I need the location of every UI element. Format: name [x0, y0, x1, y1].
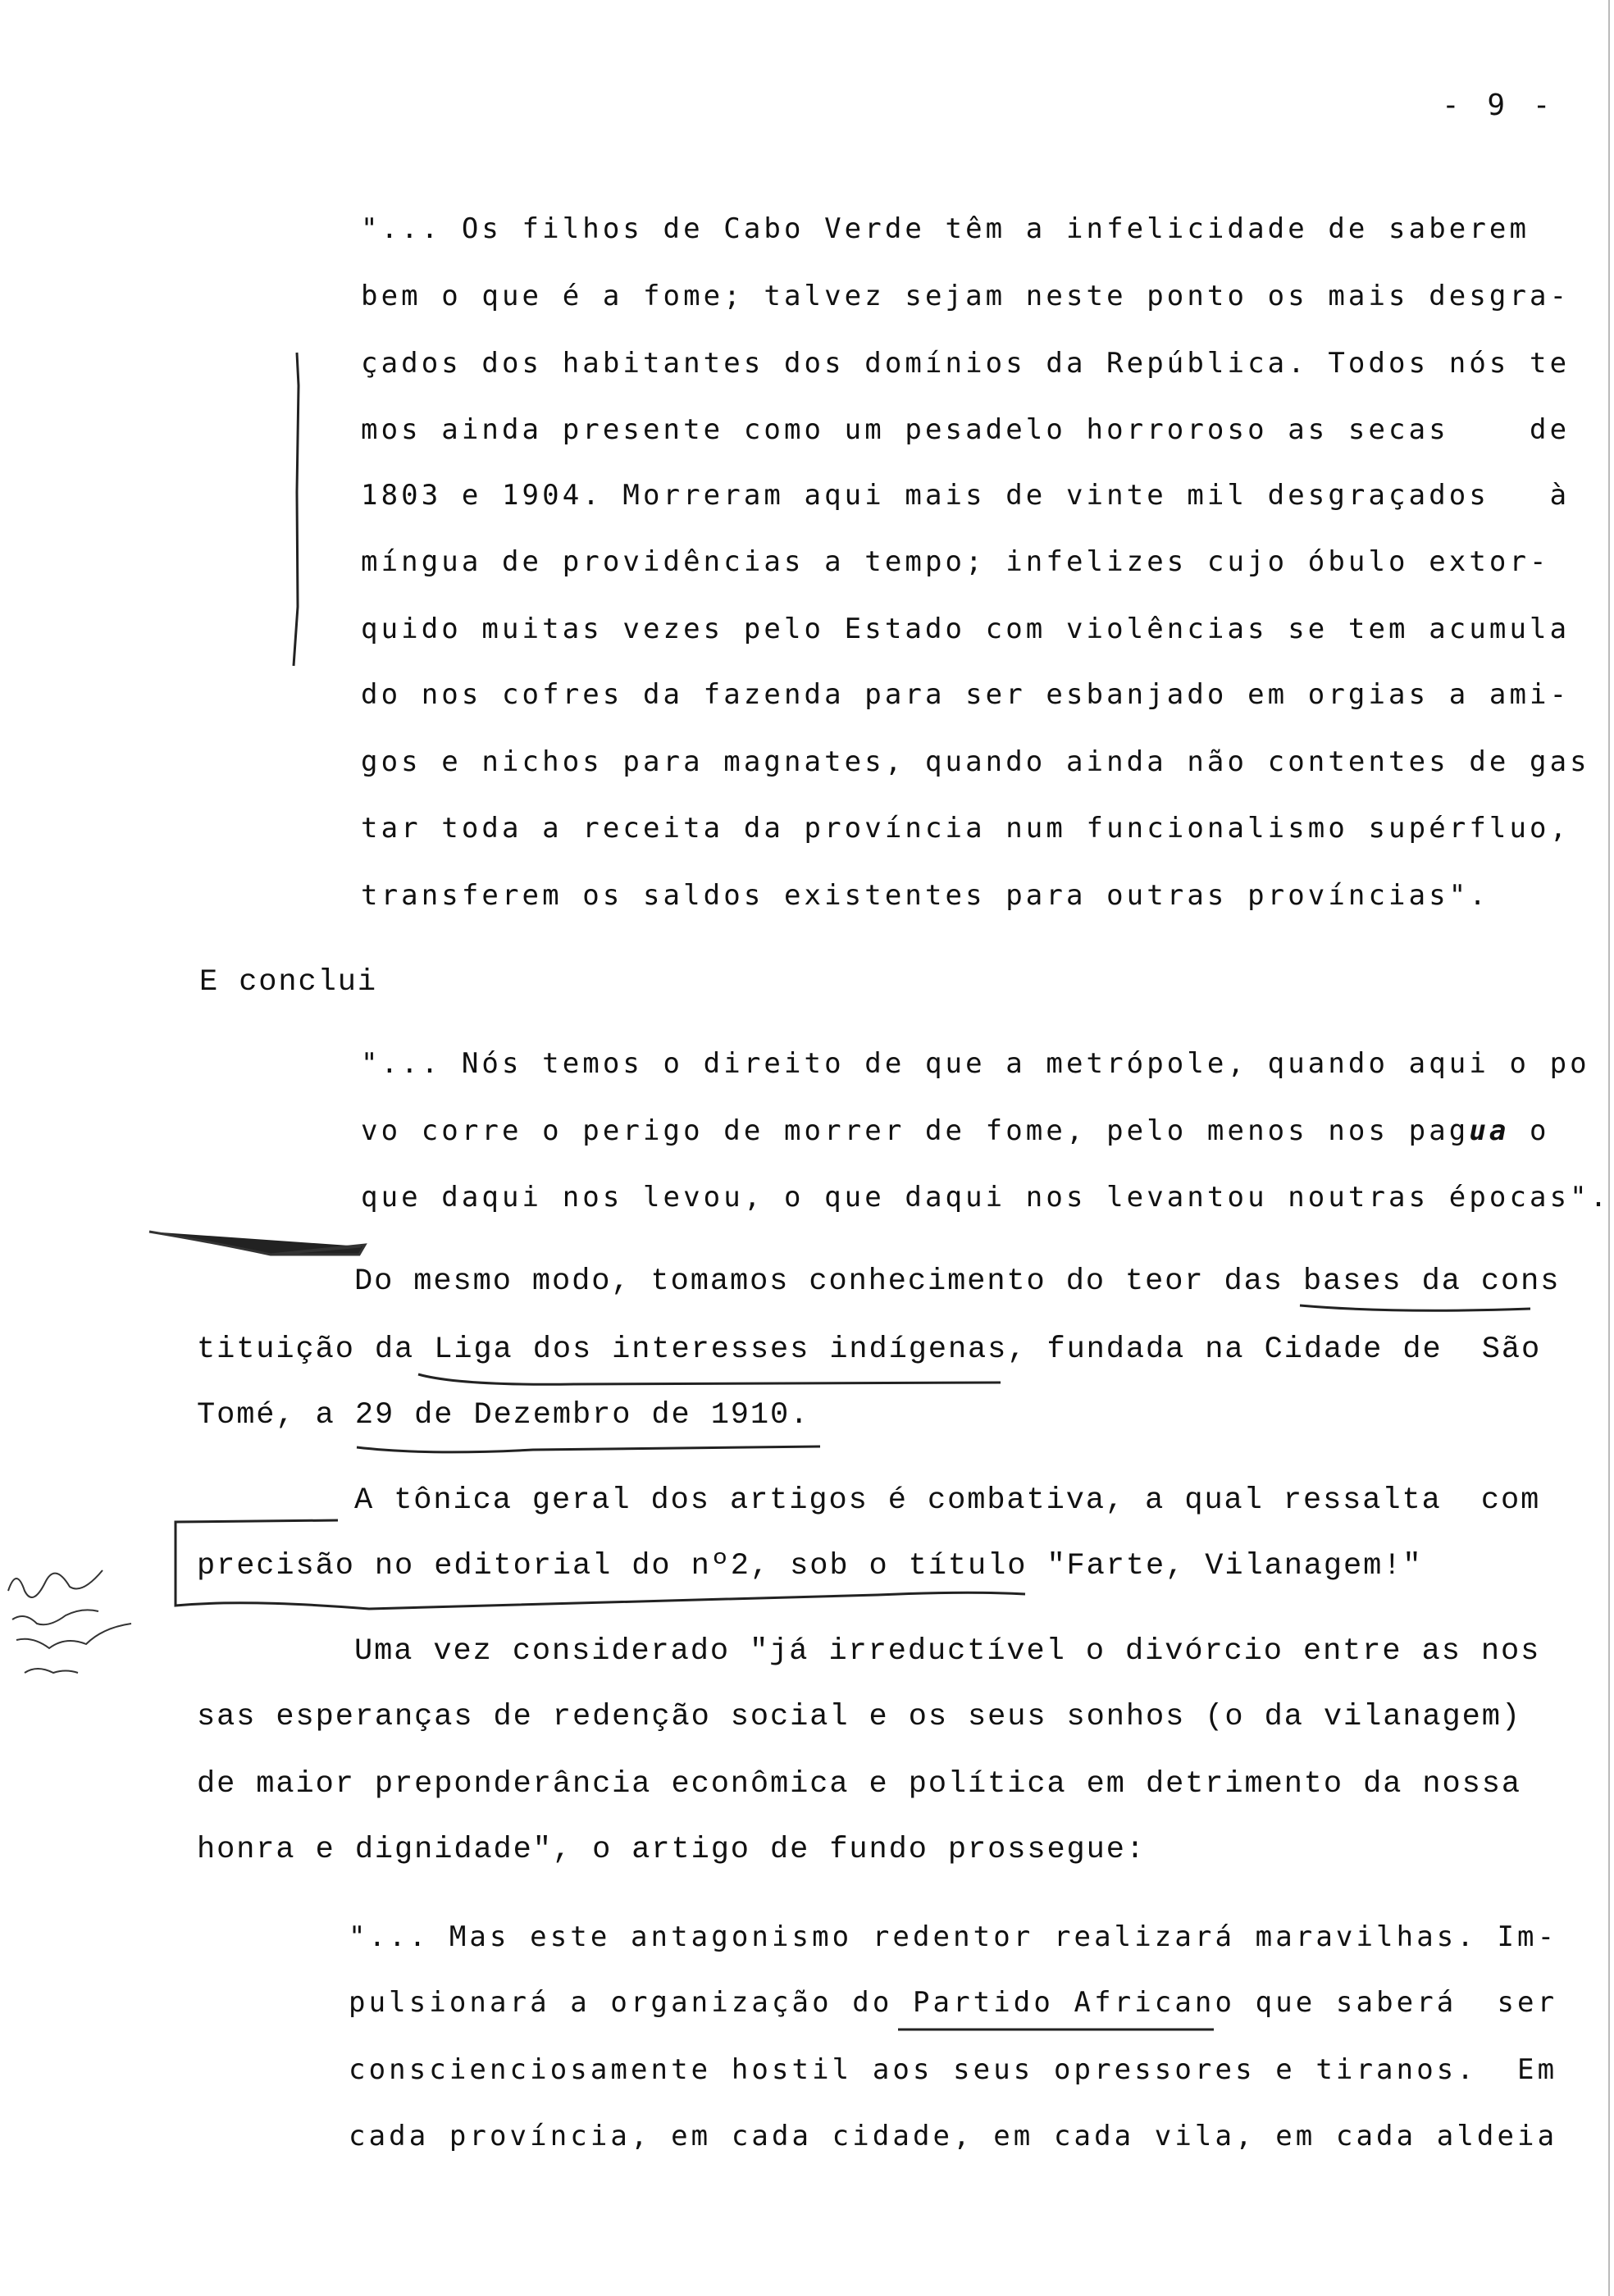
underlined-text: Partido Africano [912, 1986, 1236, 2019]
text: Tomé, a [197, 1398, 355, 1433]
page-number: - 9 - [1442, 89, 1556, 122]
quote-line: "... Os filhos de Cabo Verde têm a infelicidade de saberem [361, 212, 1530, 245]
quote-line: bem o que é a fome; talvez sejam neste ponto os mais desgra- [361, 280, 1571, 312]
underlined-text: Liga dos interesses indígenas [434, 1332, 1008, 1367]
underline-liga [418, 1374, 1001, 1384]
paragraph-line: de maior preponderância econômica e política em detrimento da nossa [197, 1767, 1521, 1802]
quote-line: gos e nichos para magnates, quando ainda não contentes de gas [361, 745, 1590, 778]
quote-line: transferem os saldos existentes para outras províncias". [361, 879, 1489, 912]
quote-line: do nos cofres da fazenda para ser esbanjado em orgias a ami- [361, 678, 1571, 711]
quote-line: "... Nós temos o direito de que a metrópole, quando aqui o po [361, 1047, 1590, 1080]
quote-line: çados dos habitantes dos domínios da República. Todos nós te [361, 347, 1571, 380]
margin-vertical-line [294, 353, 299, 666]
quote-line: mos ainda presente como um pesadelo horroroso as secas de [361, 413, 1571, 446]
paragraph-line: honra e dignidade", o artigo de fundo prossegue: [197, 1833, 1146, 1867]
arrow-mark [149, 1232, 365, 1255]
underlined-text: 29 de Dezembro de 1910. [354, 1398, 810, 1433]
underline-date [357, 1446, 820, 1452]
text: vo corre o perigo de morrer de fome, pelo menos nos pag [361, 1114, 1470, 1147]
text: , fundada na Cidade de São [1007, 1332, 1542, 1367]
paragraph-line: A tônica geral dos artigos é combativa, a qual ressalta com [354, 1483, 1541, 1518]
quote-line: que daqui nos levou, o que daqui nos levantou noutras épocas". [361, 1181, 1611, 1214]
text: que saberá ser [1235, 1986, 1558, 2019]
text: pulsionará a organização do [349, 1986, 913, 2019]
quote-line: 1803 e 1904. Morreram aqui mais de vinte mil desgraçados à [361, 479, 1571, 512]
text: o [1509, 1114, 1550, 1147]
text: Do mesmo modo, tomamos conhecimento do teor das [354, 1264, 1303, 1299]
quote-line: "... Mas este antagonismo redentor realizará maravilhas. Im- [349, 1920, 1558, 1953]
handwritten-correction: ua [1469, 1114, 1510, 1147]
text: tituição da [197, 1332, 435, 1367]
bracket-mark [176, 1520, 1025, 1609]
paragraph-line: Uma vez considerado "já irreductível o divórcio entre as nos [354, 1634, 1541, 1669]
margin-note-scribble [8, 1570, 131, 1673]
quote-line: cada província, em cada cidade, em cada vila, em cada aldeia [349, 2120, 1558, 2152]
quote-line: tar toda a receita da província num funcionalismo supérfluo, [361, 812, 1571, 845]
quote-line: conscienciosamente hostil aos seus opressores e tiranos. Em [349, 2053, 1558, 2086]
conclusion-intro: E conclui [199, 965, 377, 1000]
paragraph-line: precisão no editorial do nº2, sob o título "Farte, Vilanagem!" [197, 1549, 1423, 1583]
quote-line: quido muitas vezes pelo Estado com violências se tem acumula [361, 613, 1571, 645]
paragraph-line: sas esperanças de redenção social e os seus sonhos (o da vilanagem) [197, 1700, 1521, 1734]
quote-line: míngua de providências a tempo; infelizes cujo óbulo extor- [361, 545, 1550, 578]
underline-bases [1300, 1305, 1530, 1310]
underlined-text: bases da cons [1302, 1264, 1561, 1299]
